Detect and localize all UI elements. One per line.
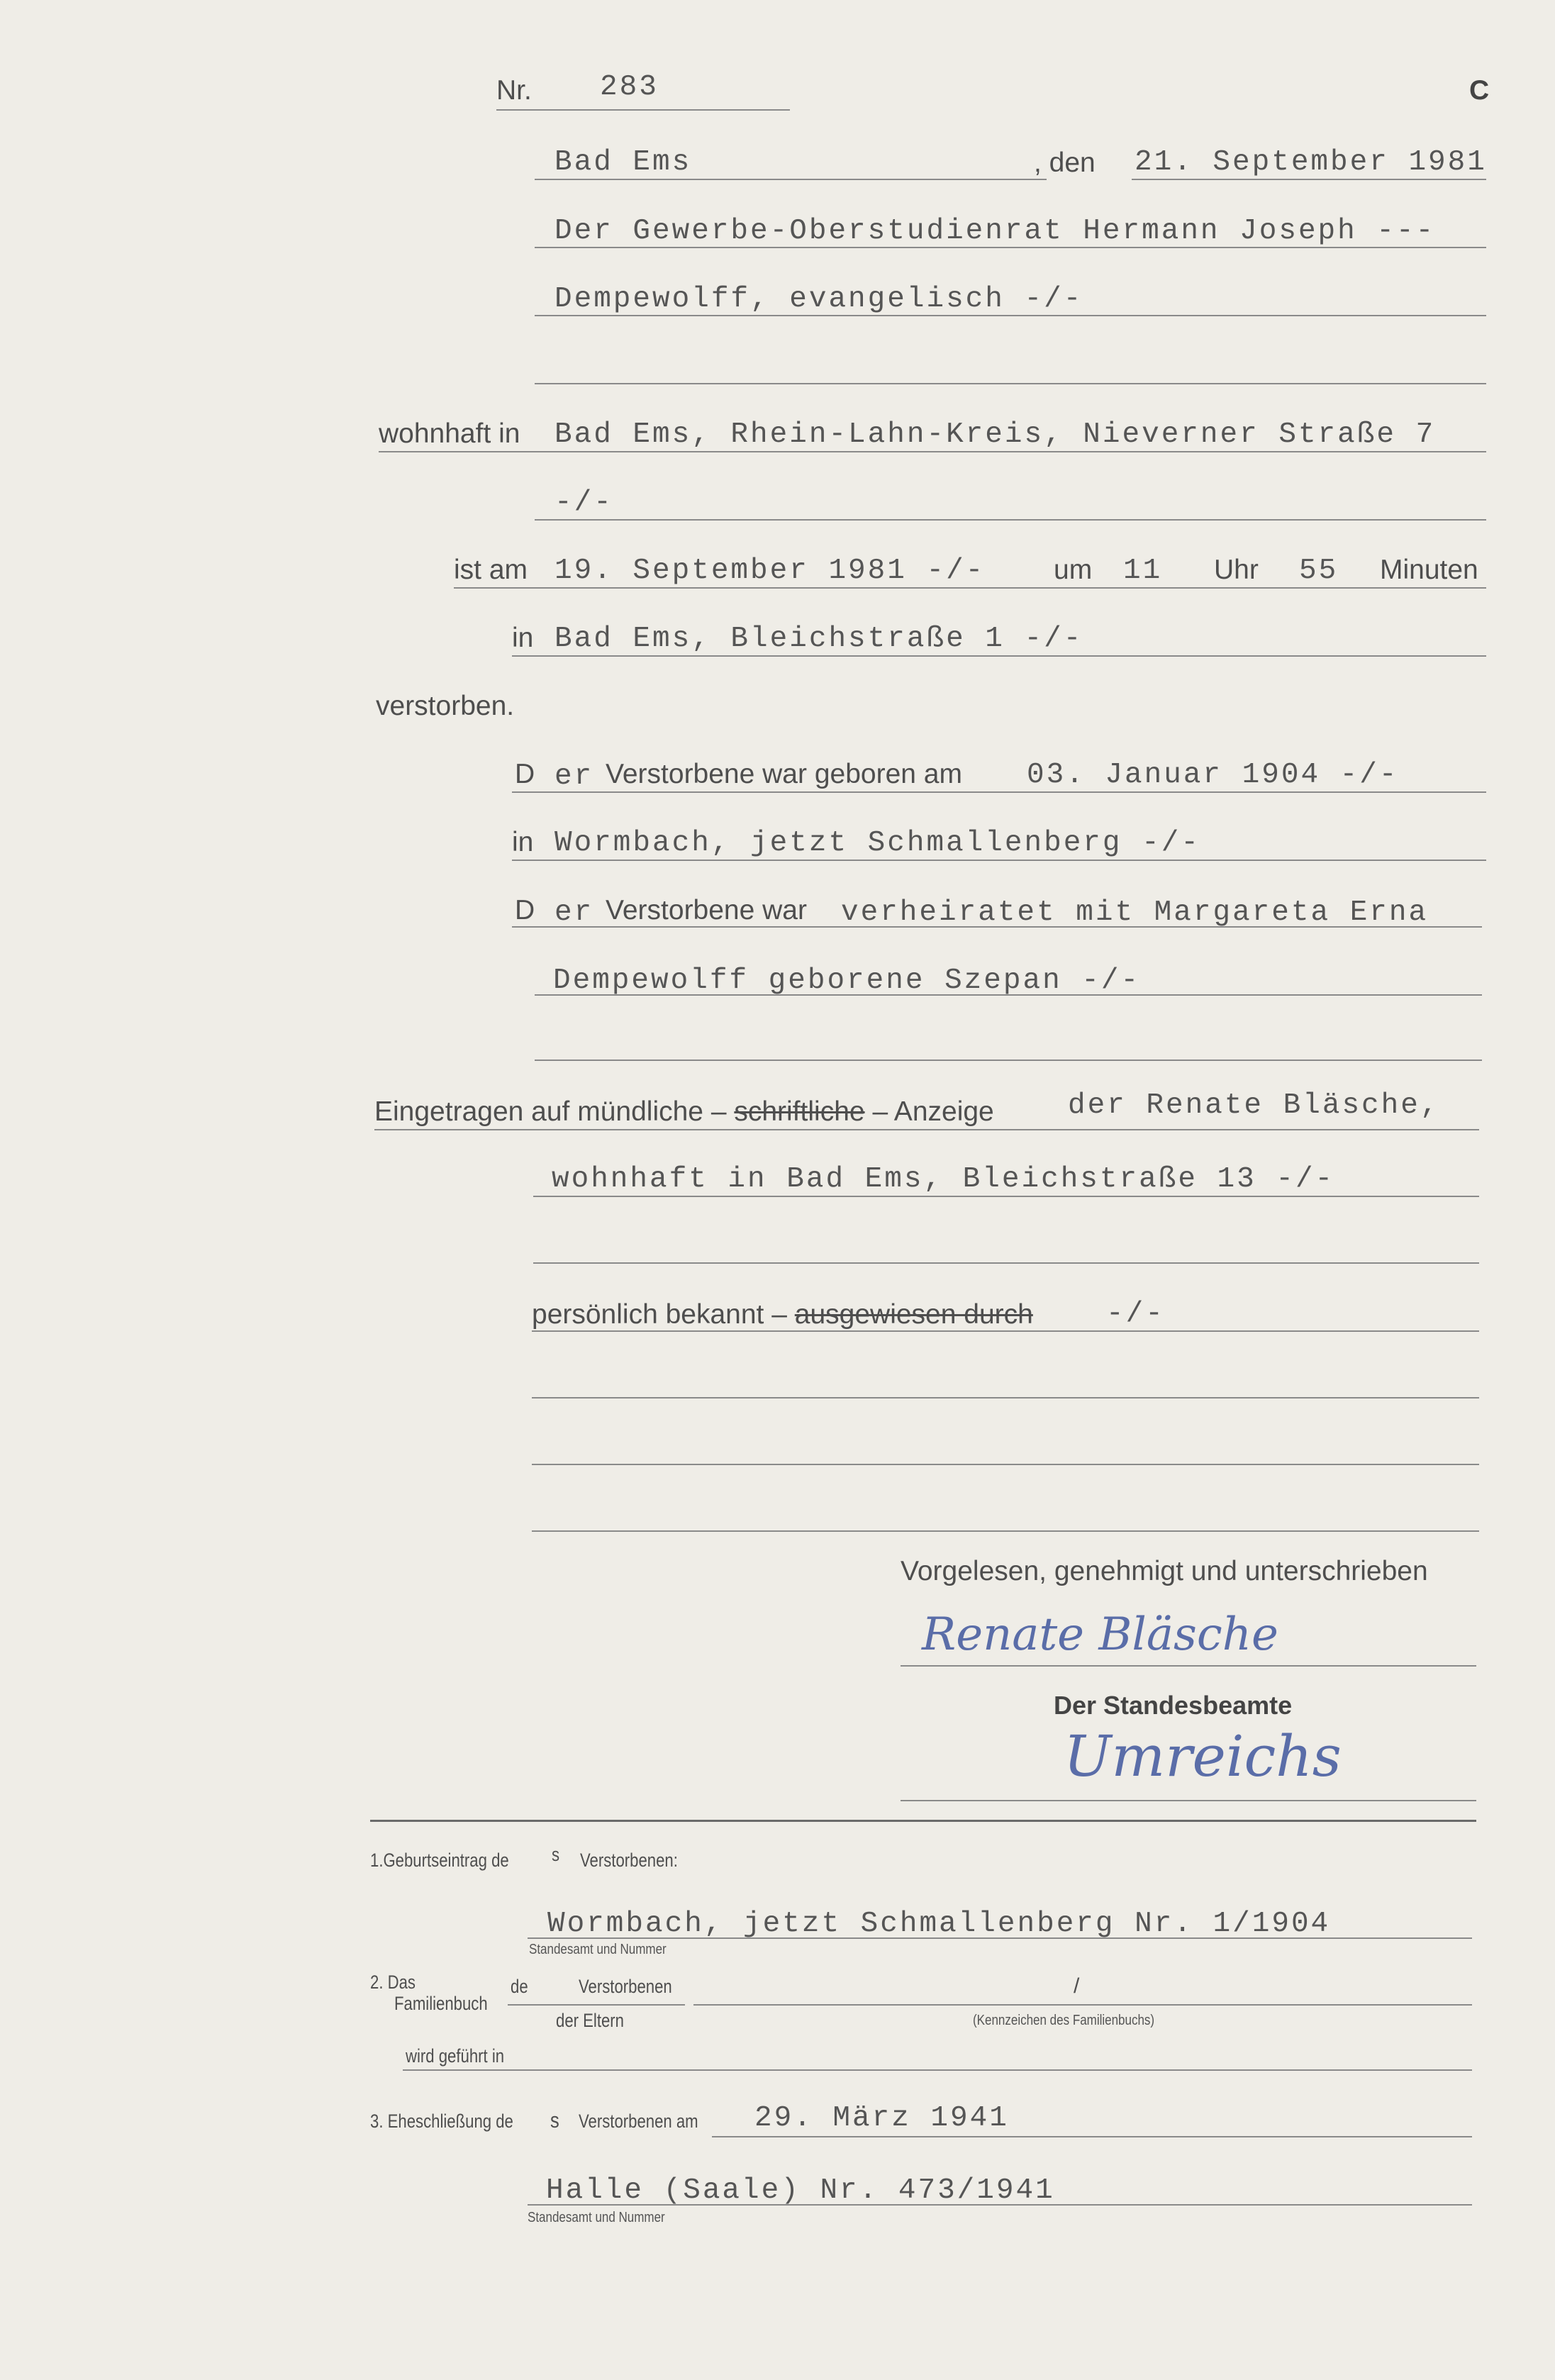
note2-caption: (Kennzeichen des Familienbuchs) xyxy=(973,2013,1155,2028)
note1-birth-record: Wormbach, jetzt Schmallenberg Nr. 1/1904 xyxy=(547,1908,1331,1940)
reporter-line-1: der Renate Bläsche, xyxy=(1068,1089,1440,1122)
registrar-signature: Umreichs xyxy=(1064,1723,1342,1789)
note1-label: 1.Geburtseintrag de xyxy=(370,1850,509,1871)
note3-caption: Standesamt und Nummer xyxy=(528,2210,665,2225)
note2-label-a: 2. Das xyxy=(370,1972,416,1993)
residence-line-1: Bad Ems, Rhein-Lahn-Kreis, Nieverner Straße 7 xyxy=(554,418,1436,451)
register-date: 21. September 1981 xyxy=(1135,146,1487,179)
registrar-label: Der Standesbeamte xyxy=(1054,1691,1293,1720)
death-place: Bad Ems, Bleichstraße 1 -/- xyxy=(554,623,1083,655)
marital-line-1: verheiratet mit Margareta Erna xyxy=(841,896,1429,929)
signer-signature: Renate Bläsche xyxy=(922,1608,1278,1661)
marital-er-suffix: er xyxy=(554,896,594,929)
record-number: 283 xyxy=(600,71,659,104)
report-label-struck: schriftliche xyxy=(734,1096,865,1127)
read-approved-text: Vorgelesen, genehmigt und unterschrieben xyxy=(901,1556,1428,1586)
birth-d-prefix: D xyxy=(515,759,535,789)
birth-place: Wormbach, jetzt Schmallenberg -/- xyxy=(554,827,1200,860)
nr-label: Nr. xyxy=(496,75,532,106)
verstorben-label: verstorben. xyxy=(376,691,515,721)
death-hour: 11 xyxy=(1123,555,1163,587)
birth-place-label: in xyxy=(512,827,534,857)
birth-label: Verstorbene war geboren am xyxy=(606,759,962,789)
birth-er-suffix: er xyxy=(554,760,594,793)
identity-value: -/- xyxy=(1106,1298,1165,1330)
identity-label-struck: ausgewiesen durch xyxy=(794,1299,1033,1330)
note2-verstorbenen: Verstorbenen xyxy=(579,1976,672,1997)
report-label-b: – Anzeige xyxy=(872,1096,994,1127)
death-minute: 55 xyxy=(1299,555,1339,587)
residence-label: wohnhaft in xyxy=(379,418,520,449)
report-label xyxy=(374,1096,994,1128)
report-label-a: Eingetragen auf mündliche – xyxy=(374,1096,727,1127)
note1-s: s xyxy=(552,1844,560,1865)
minuten-label: Minuten xyxy=(1380,555,1478,585)
uhr-label: Uhr xyxy=(1214,555,1259,585)
residence-line-2: -/- xyxy=(554,486,613,519)
note2-slash: / xyxy=(1074,1974,1080,1998)
note2-gefuehrt-label: wird geführt in xyxy=(406,2045,505,2067)
marital-d-prefix: D xyxy=(515,895,535,925)
marital-line-2: Dempewolff geborene Szepan -/- xyxy=(553,964,1141,997)
birth-date: 03. Januar 1904 -/- xyxy=(1027,759,1399,791)
deceased-line-2: Dempewolff, evangelisch -/- xyxy=(554,283,1083,316)
note1-suffix: Verstorbenen: xyxy=(580,1850,678,1871)
death-date-label: ist am xyxy=(454,555,528,585)
note2-label-b: Familienbuch xyxy=(394,1993,488,2014)
identity-label xyxy=(532,1299,1033,1330)
note1-caption: Standesamt und Nummer xyxy=(529,1942,667,1957)
um-label: um xyxy=(1054,555,1093,585)
marriage-record: Halle (Saale) Nr. 473/1941 xyxy=(546,2174,1055,2207)
deceased-line-1: Der Gewerbe-Oberstudienrat Hermann Joseph --- xyxy=(554,215,1436,248)
note2-de: de xyxy=(511,1976,528,1997)
register-place: Bad Ems xyxy=(554,146,692,179)
den-label: , den xyxy=(1034,148,1096,178)
note3-s: s xyxy=(550,2108,559,2132)
note2-eltern: der Eltern xyxy=(556,2010,624,2031)
note3-label: 3. Eheschließung de xyxy=(370,2111,513,2132)
death-place-label: in xyxy=(512,623,534,653)
note3-suffix: Verstorbenen am xyxy=(579,2111,698,2132)
death-date: 19. September 1981 -/- xyxy=(554,555,986,587)
marital-label: Verstorbene war xyxy=(606,895,807,925)
marriage-date: 29. März 1941 xyxy=(754,2102,1009,2135)
reporter-line-2: wohnhaft in Bad Ems, Bleichstraße 13 -/- xyxy=(552,1163,1335,1196)
identity-label-a: persönlich bekannt – xyxy=(532,1299,787,1330)
corner-letter: C xyxy=(1469,75,1490,106)
